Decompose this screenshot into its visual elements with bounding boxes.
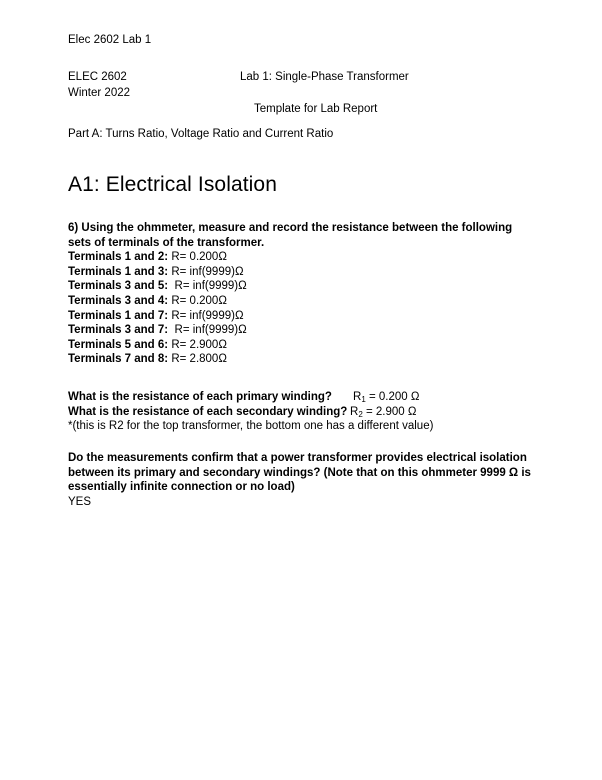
course-header-row-1 bbox=[68, 69, 538, 85]
measurement-label: Terminals 1 and 3: bbox=[68, 265, 169, 278]
primary-resistance-subscript: 1 bbox=[361, 395, 366, 404]
section-heading: A1: Electrical Isolation bbox=[68, 173, 277, 196]
primary-winding-row bbox=[68, 390, 538, 405]
measurement-label: Terminals 3 and 4: bbox=[68, 294, 169, 307]
course-code: ELEC 2602 bbox=[68, 71, 127, 83]
measurement-value: R= 0.200Ω bbox=[168, 251, 227, 264]
measurement-label: Terminals 1 and 7: bbox=[68, 309, 169, 322]
list-item bbox=[68, 265, 534, 280]
measurement-value: R= 0.200Ω bbox=[168, 294, 227, 307]
list-item bbox=[68, 352, 534, 367]
list-item bbox=[68, 294, 534, 309]
measurement-value: R= inf(9999)Ω bbox=[168, 309, 244, 322]
question-6-prompt: 6) Using the ohmmeter, measure and record the resistance between the following sets of terminals of the transformer. bbox=[68, 222, 513, 249]
measurement-value: R= inf(9999)Ω bbox=[168, 265, 244, 278]
measurement-label: Terminals 7 and 8: bbox=[68, 353, 169, 366]
list-item bbox=[68, 250, 534, 265]
winding-footnote: *(this is R2 for the top transformer, the bottom one has a different value) bbox=[68, 420, 434, 433]
course-header-row-2 bbox=[68, 85, 538, 101]
primary-resistance-value: = 0.200 Ω bbox=[368, 391, 420, 403]
secondary-winding-question: What is the resistance of each secondary winding? bbox=[68, 405, 348, 418]
secondary-resistance-value: = 2.900 Ω bbox=[365, 405, 417, 418]
primary-winding-question: What is the resistance of each primary winding? bbox=[68, 391, 332, 403]
question-6-block bbox=[68, 221, 534, 367]
measurement-label: Terminals 5 and 6: bbox=[68, 338, 169, 351]
measurement-value: R= inf(9999)Ω bbox=[168, 280, 247, 293]
secondary-winding-row bbox=[68, 405, 538, 420]
secondary-resistance-subscript: 2 bbox=[358, 409, 363, 419]
measurement-value: R= 2.800Ω bbox=[168, 353, 227, 366]
lab-title: Lab 1: Single-Phase Transformer bbox=[240, 71, 409, 83]
course-term: Winter 2022 bbox=[68, 87, 131, 99]
primary-winding-answer bbox=[353, 390, 419, 406]
course-header-row-3 bbox=[68, 101, 538, 117]
course-header-block bbox=[68, 69, 538, 117]
part-a-line: Part A: Turns Ratio, Voltage Ratio and Current Ratio bbox=[68, 128, 334, 140]
confirmation-question: Do the measurements confirm that a power transformer provides electrical isolation between its primary and secondary windings? (Note that on this ohmmeter 9999 Ω is essentially infinite connection or no load) bbox=[68, 452, 531, 494]
winding-resistance-block bbox=[68, 390, 538, 434]
list-item bbox=[68, 323, 534, 338]
list-item bbox=[68, 279, 534, 294]
primary-resistance-symbol: R bbox=[353, 391, 362, 403]
measurement-label: Terminals 3 and 7: bbox=[68, 324, 169, 337]
list-item bbox=[68, 309, 534, 324]
confirmation-block bbox=[68, 451, 534, 509]
measurement-value: R= 2.900Ω bbox=[168, 338, 227, 351]
measurement-value: R= inf(9999)Ω bbox=[168, 324, 247, 337]
secondary-resistance-symbol: R bbox=[350, 405, 359, 418]
template-line: Template for Lab Report bbox=[254, 103, 378, 115]
running-head: Elec 2602 Lab 1 bbox=[68, 34, 152, 46]
measurement-list bbox=[68, 250, 534, 367]
measurement-label: Terminals 3 and 5: bbox=[68, 280, 169, 293]
confirmation-answer: YES bbox=[68, 495, 92, 508]
list-item bbox=[68, 338, 534, 353]
secondary-winding-answer bbox=[350, 405, 416, 421]
measurement-label: Terminals 1 and 2: bbox=[68, 251, 169, 264]
